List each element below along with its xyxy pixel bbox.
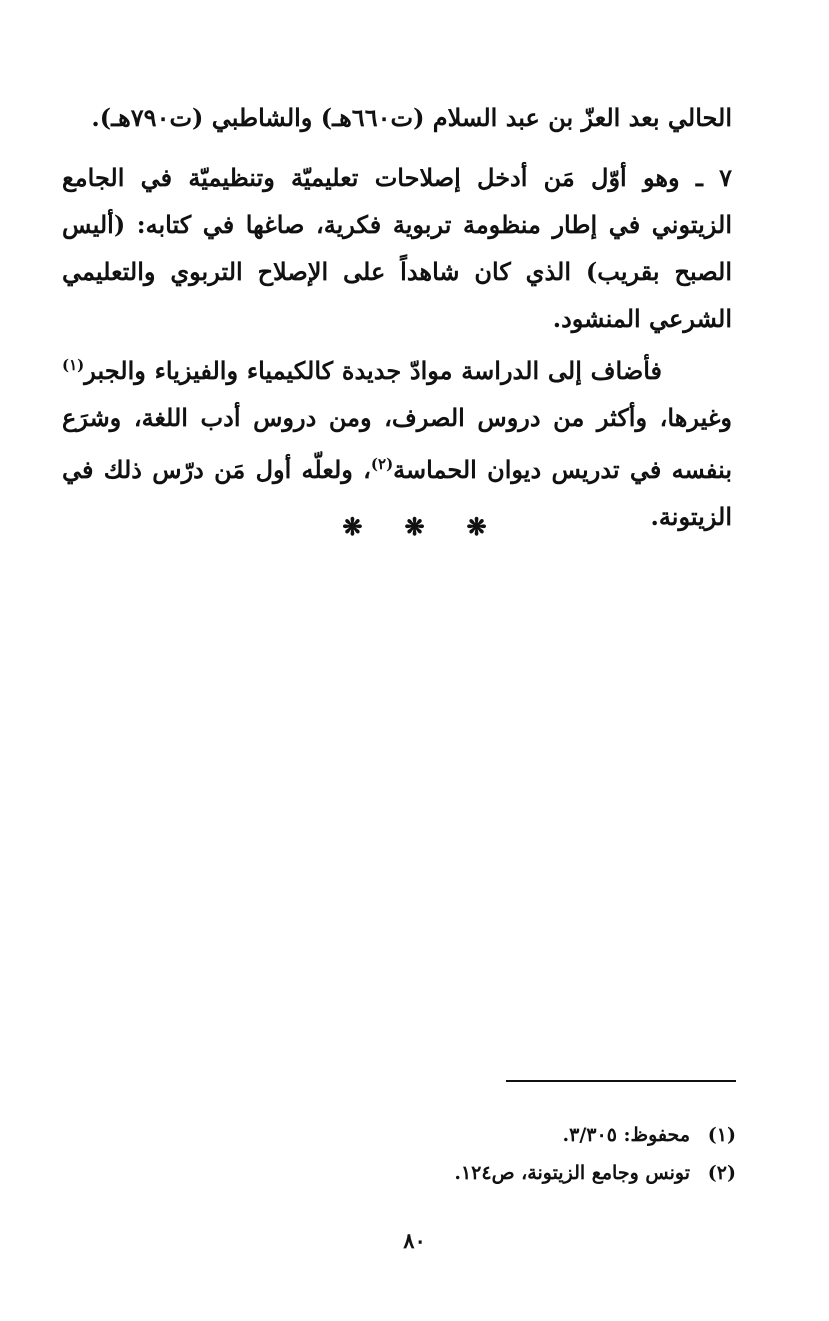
paragraph-2	[62, 154, 732, 342]
paragraph-3-part-3: ، ولعلّه أول مَن درّس ذلك في الزيتونة.	[62, 455, 732, 531]
footnote-divider	[506, 1080, 736, 1082]
footnote-2-text: تونس وجامع الزيتونة، ص١٢٤.	[454, 1162, 690, 1184]
footnote-1-number: (١)	[707, 1124, 736, 1146]
paragraph-3-text	[62, 342, 732, 540]
paragraph-3-part-2: وغيرها، وأكثر من دروس الصرف، ومن دروس أدب اللغة، وشرَع بنفسه في تدريس ديوان الحماسة	[62, 403, 732, 484]
footnote-1	[300, 1116, 736, 1154]
footnote-1-text: محفوظ: ٣/٣٠٥.	[562, 1124, 690, 1146]
separator-star-icon: ❋	[342, 512, 363, 541]
footnote-marker-1: (١)	[62, 356, 85, 374]
paragraph-1-text: الحالي بعد العزّ بن عبد السلام (ت٦٦٠هـ) والشاطبي (ت٧٩٠هـ).	[91, 103, 732, 132]
page-number: ٨٠	[403, 1228, 426, 1253]
section-separator	[0, 512, 829, 541]
paragraph-3-part-1: فأضاف إلى الدراسة موادّ جديدة كالكيمياء والفيزياء والجبر	[84, 356, 662, 385]
separator-star-icon: ❋	[466, 512, 487, 541]
footnote-2-number: (٢)	[707, 1162, 736, 1184]
paragraph-2-text: ٧ ـ وهو أوّل مَن أدخل إصلاحات تعليميّة وتنظيميّة في الجامع الزيتوني في إطار منظومة تربوية فكرية، صاغها في كتابه: (أليس الصبح بقريب) الذي كان شاهداً على الإصلاح التربوي والتعليمي الشرعي المنشود.	[62, 163, 732, 333]
footnote-marker-2: (٢)	[370, 455, 394, 473]
separator-star-icon: ❋	[404, 512, 425, 541]
footnote-2	[300, 1154, 736, 1192]
footnotes	[300, 1116, 736, 1192]
paragraph-1	[62, 94, 732, 141]
paragraph-3	[62, 342, 732, 540]
